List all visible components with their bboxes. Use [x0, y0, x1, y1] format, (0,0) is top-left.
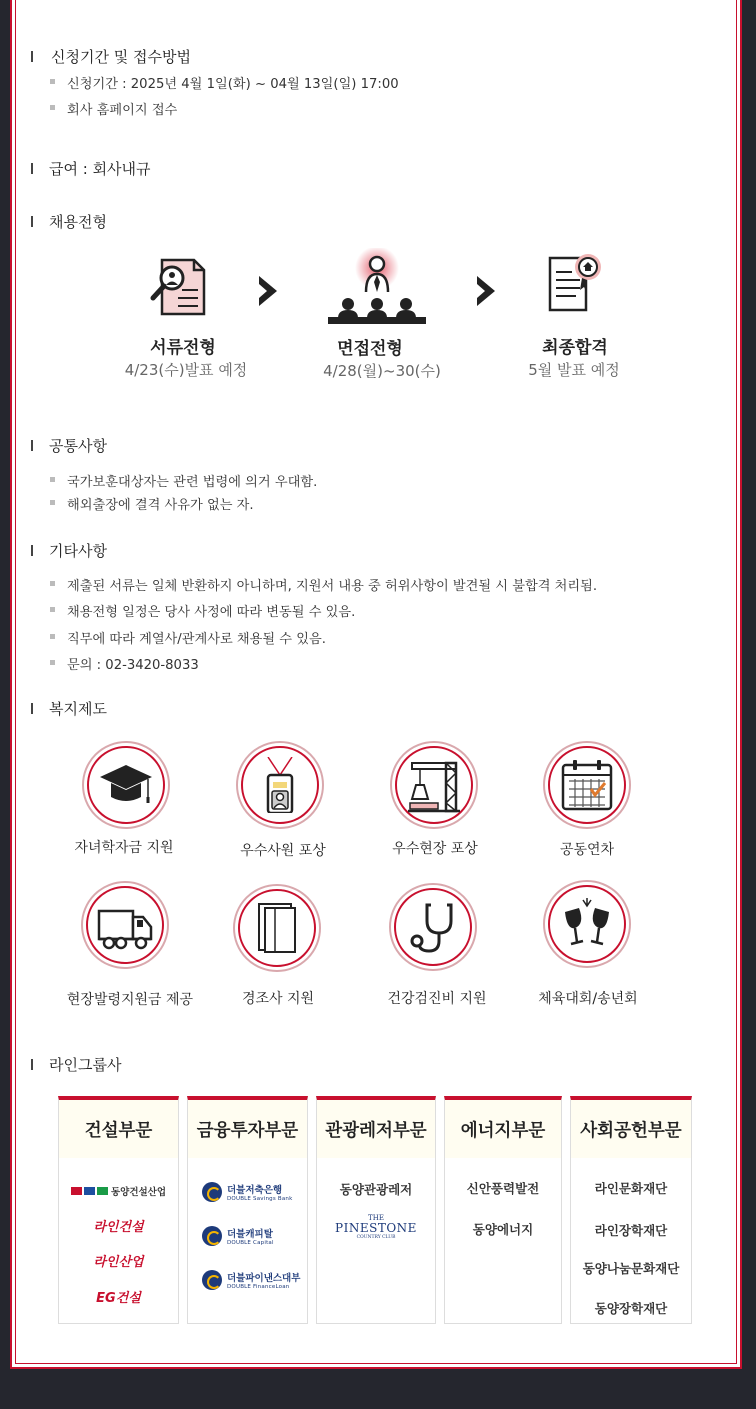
welfare-label: 건강검진비 지원: [387, 991, 487, 1007]
logo-block-blue: [84, 1187, 95, 1195]
step-date-document: 4/23(수)발표 예정: [124, 361, 248, 379]
section-marker: [31, 545, 33, 556]
chevron-right-icon: [475, 274, 497, 308]
welfare-label: 자녀학자금 지원: [74, 840, 174, 856]
step-date-interview: 4/28(월)~30(수): [323, 362, 441, 380]
application-period: 신청기간 : 2025년 4월 1일(화) ~ 04월 13일(일) 17:00: [67, 77, 399, 92]
welfare-icon-circle: [82, 741, 170, 829]
welfare-icon-circle: [389, 883, 477, 971]
double-savings-bank-logo: 더블저축은행 DOUBLE Savings Bank: [202, 1182, 293, 1202]
bank-emblem-icon: [202, 1226, 222, 1246]
group-column-head: 관광레저부문: [317, 1100, 435, 1158]
group-column-head: 건설부문: [59, 1100, 178, 1158]
group-column-leisure: [316, 1096, 436, 1324]
group-column-social: [570, 1096, 692, 1324]
construction-crane-icon: [406, 757, 462, 813]
application-method: 회사 홈페이지 접수: [67, 103, 178, 118]
group-column-finance: [187, 1096, 308, 1324]
bullet: [50, 660, 55, 665]
welfare-icon-circle: [236, 741, 324, 829]
welfare-icon-circle: [543, 880, 631, 968]
document-search-icon: [148, 256, 210, 318]
step-name-interview: 면접전형: [337, 339, 403, 359]
group-item: 동양장학재단: [594, 1301, 668, 1316]
etc-contact: 문의 : 02-3420-8033: [67, 658, 199, 673]
welfare-label: 우수현장 포상: [392, 841, 478, 857]
pinestone-logo: THE PINESTONE COUNTRY CLUB: [335, 1214, 417, 1240]
common-item: 국가보훈대상자는 관련 법령에 의거 우대함.: [67, 475, 318, 490]
group-item: 동양나눔문화재단: [582, 1261, 680, 1276]
welfare-icon-circle: [390, 741, 478, 829]
step-name-document: 서류전형: [150, 338, 216, 358]
etc-item: 제출된 서류는 일체 반환하지 아니하며, 지원서 내용 중 허위사항이 발견될 시 불합격 처리됨.: [67, 579, 598, 594]
group-column-head: 금융투자부문: [188, 1100, 307, 1158]
group-item: 신안풍력발전: [466, 1181, 540, 1196]
group-item: 동양에너지: [472, 1222, 534, 1237]
section-title-welfare: 복지제도: [49, 700, 107, 718]
group-item: 라인장학재단: [594, 1223, 668, 1238]
group-item: 라인문화재단: [594, 1181, 668, 1196]
welfare-label: 경조사 지원: [241, 991, 315, 1007]
logo-block-red: [71, 1187, 82, 1195]
logo-block-green: [97, 1187, 108, 1195]
section-marker: [31, 703, 33, 714]
double-finance-loan-logo: 더블파이낸스대부 DOUBLE FinanceLoan: [202, 1270, 300, 1290]
line-construction-logo: 라인건설: [93, 1220, 144, 1235]
bullet: [50, 500, 55, 505]
bullet: [50, 477, 55, 482]
bullet: [50, 581, 55, 586]
group-column-energy: [444, 1096, 562, 1324]
cheers-glasses-icon: [559, 896, 615, 952]
group-column-construction: [58, 1096, 179, 1324]
group-column-head: 에너지부문: [445, 1100, 561, 1158]
welfare-icon-circle: [543, 741, 631, 829]
envelope-icon: [249, 900, 305, 956]
bank-emblem-icon: [202, 1270, 222, 1290]
etc-item: 채용전형 일정은 당사 사정에 따라 변동될 수 있음.: [67, 605, 356, 620]
section-title-common: 공통사항: [49, 437, 107, 455]
section-title-etc: 기타사항: [49, 542, 107, 560]
common-item: 해외출장에 결격 사유가 없는 자.: [67, 498, 254, 513]
bank-emblem-icon: [202, 1182, 222, 1202]
welfare-label: 공동연차: [559, 842, 615, 858]
eg-construction-logo: EG건설: [96, 1291, 141, 1306]
welfare-icon-circle: [81, 881, 169, 969]
section-title-application: 신청기간 및 접수방법: [51, 48, 191, 66]
section-marker: [31, 216, 33, 227]
calendar-icon: [559, 757, 615, 813]
welfare-icon-circle: [233, 884, 321, 972]
bullet: [50, 607, 55, 612]
etc-item: 직무에 따라 계열사/관계사로 채용될 수 있음.: [67, 632, 326, 647]
certificate-icon: [546, 252, 604, 314]
section-title-salary: 급여 : 회사내규: [49, 160, 151, 178]
double-capital-logo: 더블캐피탈 DOUBLE Capital: [202, 1226, 274, 1246]
group-column-head: 사회공헌부문: [571, 1100, 691, 1158]
welfare-label: 체육대회/송년회: [538, 991, 638, 1007]
section-marker: [31, 51, 33, 62]
section-marker: [31, 163, 33, 174]
step-name-final: 최종합격: [542, 338, 608, 358]
section-title-group: 라인그룹사: [49, 1056, 122, 1074]
step-date-final: 5월 발표 예정: [528, 361, 620, 379]
dongyang-construction-logo: 동양건설산업: [59, 1184, 178, 1198]
stethoscope-icon: [405, 899, 461, 955]
graduation-cap-icon: [98, 757, 154, 813]
chevron-right-icon: [257, 274, 279, 308]
group-item: 동양관광레저: [339, 1182, 413, 1197]
welfare-label: 우수사원 포상: [240, 843, 326, 859]
bullet: [50, 79, 55, 84]
welfare-label: 현장발령지원금 제공: [66, 992, 194, 1008]
bullet: [50, 105, 55, 110]
bullet: [50, 634, 55, 639]
truck-icon: [97, 897, 153, 953]
interview-icon: [326, 248, 428, 326]
line-industry-logo: 라인산업: [93, 1255, 144, 1270]
employee-badge-icon: [252, 757, 308, 813]
section-title-process: 채용전형: [49, 213, 107, 231]
section-marker: [31, 1059, 33, 1070]
section-marker: [31, 440, 33, 451]
